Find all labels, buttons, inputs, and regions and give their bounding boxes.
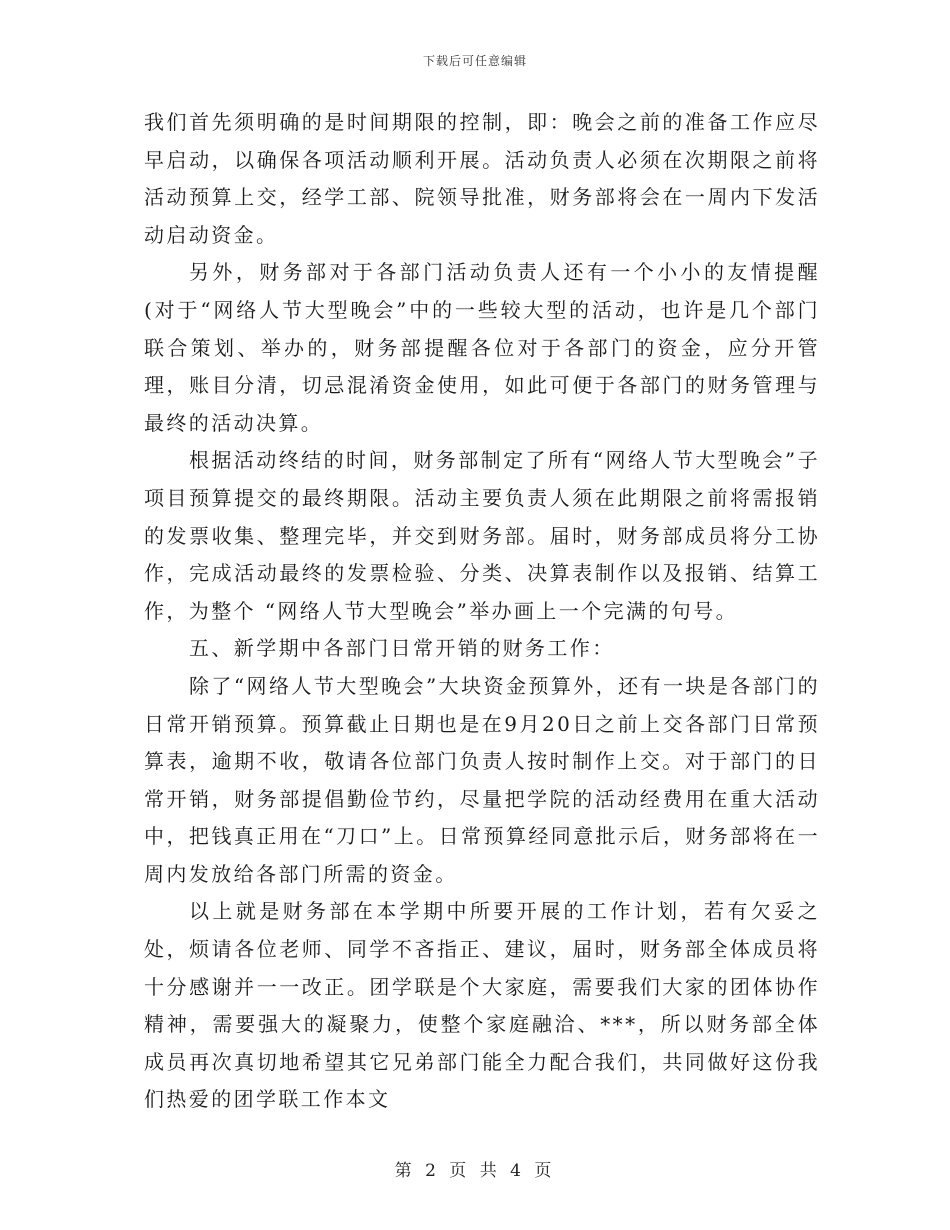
page-number: 第 2 页 共 4 页 (394, 1161, 556, 1181)
page-header: 下载后可任意编辑 (422, 54, 527, 68)
document-body (144, 104, 820, 1119)
paragraph-daily-budget: 除了“网络人节大型晚会”大块资金预算外，还有一块是各部门的日常开销预算。预算截止日期也是在9月20日之前上交各部门日常预算表，逾期不收，敬请各位部门负责人按时制作上交。对于部门的日常开销，财务部提倡勤俭节约，尽量把学院的活动经费用在重大活动中，把钱真正用在“刀口”上。日常预算经同意批示后，财务部将在一周内发放给各部门所需的资金。 (144, 673, 820, 886)
section-heading-daily-expenses: 五、新学期中各部门日常开销的财务工作： (189, 636, 615, 661)
paragraph-friendly-reminder: 另外，财务部对于各部门活动负责人还有一个小小的友情提醒(对于“网络人节大型晚会”中的一些较大型的活动，也许是几个部门联合策划、举办的，财务部提醒各位对于各部门的资金，应分开管理，账目分清，切忌混淆资金使用，如此可便于各部门的财务管理与最终的活动决算。 (144, 260, 820, 435)
paragraph-time-limit: 我们首先须明确的是时间期限的控制，即：晚会之前的准备工作应尽早启动，以确保各项活动顺利开展。活动负责人必须在次期限之前将活动预算上交，经学工部、院领导批准，财务部将会在一周内下发活动启动资金。 (144, 110, 820, 247)
paragraph-conclusion: 以上就是财务部在本学期中所要开展的工作计划，若有欠妥之处，烦请各位老师、同学不吝指正、建议，届时，财务部全体成员将十分感谢并一一改正。团学联是个大家庭，需要我们大家的团体协作精神，需要强大的凝聚力，使整个家庭融洽、***，所以财务部全体成员再次真切地希望其它兄弟部门能全力配合我们，共同做好这份我们热爱的团学联工作本文 (144, 899, 820, 1112)
paragraph-final-deadline: 根据活动终结的时间，财务部制定了所有“网络人节大型晚会”子项目预算提交的最终期限。活动主要负责人须在此期限之前将需报销的发票收集、整理完毕，并交到财务部。届时，财务部成员将分工协作，完成活动最终的发票检验、分类、决算表制作以及报销、结算工作，为整个 “网络人节大型晚会”举办画上一个完满的句号。 (144, 448, 820, 623)
